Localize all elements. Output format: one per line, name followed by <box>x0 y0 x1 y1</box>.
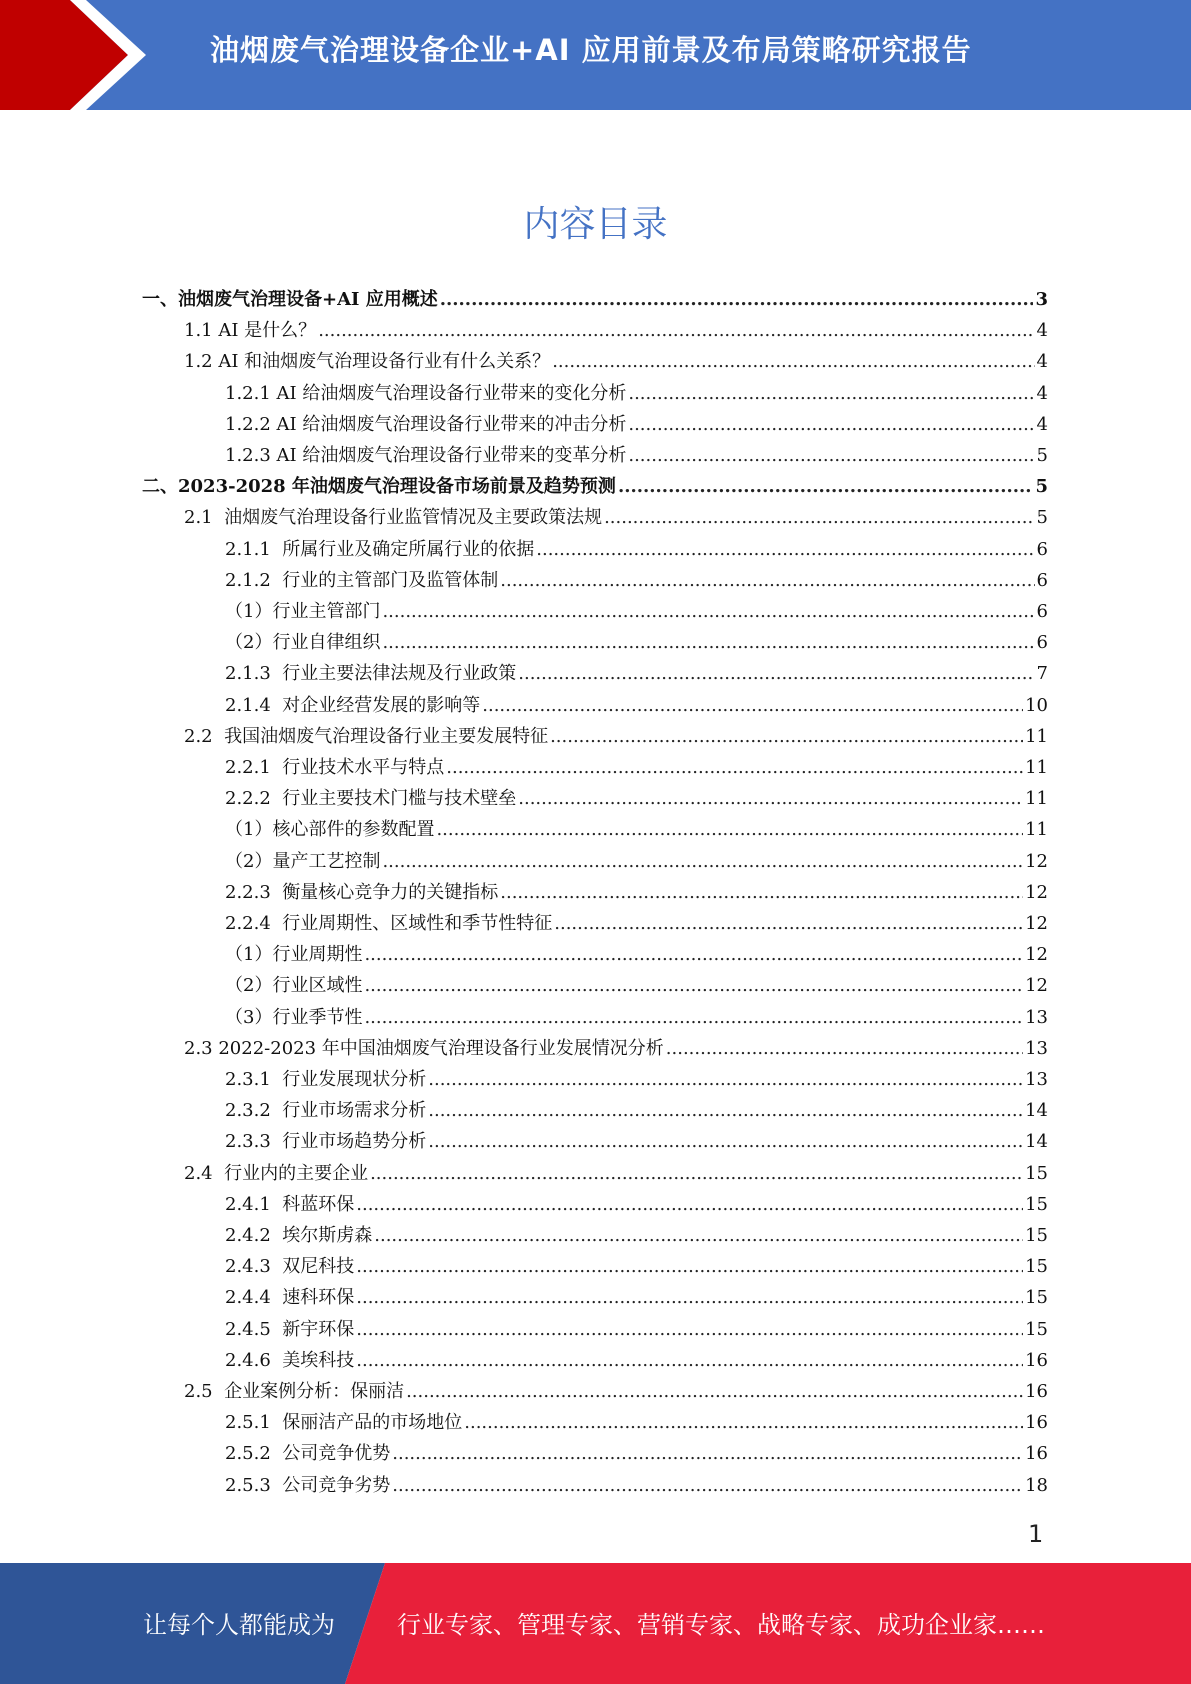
toc-entry-label: 1.2.2 AI 给油烟废气治理设备行业带来的冲击分析 <box>225 413 627 435</box>
toc-entry[interactable] <box>0 847 1191 878</box>
toc-entry-label: 2.5.1 保丽洁产品的市场地位 <box>225 1412 463 1434</box>
toc-entry-line <box>225 1099 1048 1123</box>
toc-entry[interactable] <box>0 1346 1191 1377</box>
toc-entry-line <box>184 1380 1048 1404</box>
toc-entry-line <box>225 943 1048 967</box>
toc-entry-line <box>225 600 1048 624</box>
toc-entry-line <box>225 1474 1048 1498</box>
toc-entry-label: 2.1.4 对企业经营发展的影响等 <box>225 694 481 716</box>
toc-entry-label: 2.4.5 新宇环保 <box>225 1318 355 1340</box>
toc-entry-label: 2.3.3 行业市场趋势分析 <box>225 1131 427 1153</box>
toc-entry-label: 2.5.2 公司竞争优势 <box>225 1443 391 1465</box>
toc-entry-page: 18 <box>1025 1474 1048 1496</box>
toc-entry-page: 13 <box>1025 1037 1048 1059</box>
toc-entry[interactable] <box>0 878 1191 909</box>
toc-leader-dots <box>628 413 1034 437</box>
toc-entry-line <box>225 787 1048 811</box>
toc-entry-page: 10 <box>1025 694 1048 716</box>
toc-entry-page: 3 <box>1035 289 1048 310</box>
toc-leader-dots <box>428 1130 1023 1154</box>
toc-leader-dots <box>356 1255 1023 1279</box>
toc-entry[interactable] <box>0 441 1191 472</box>
toc-entry-page: 4 <box>1036 413 1048 435</box>
report-title: 油烟废气治理设备企业+AI 应用前景及布局策略研究报告 <box>210 33 972 67</box>
toc-entry-page: 15 <box>1025 1193 1048 1215</box>
toc-leader-dots <box>382 600 1034 624</box>
toc-entry-line <box>225 631 1048 655</box>
toc-entry-line <box>142 475 1048 499</box>
toc-entry-page: 15 <box>1025 1225 1048 1246</box>
toc-entry[interactable] <box>0 1283 1191 1314</box>
toc-entry-page: 5 <box>1035 476 1048 498</box>
toc-leader-dots <box>482 694 1023 718</box>
toc-entry[interactable] <box>0 909 1191 940</box>
toc-entry-label: 2.3.2 行业市场需求分析 <box>225 1100 427 1122</box>
toc-entry[interactable] <box>0 1221 1191 1252</box>
toc-entry-label: 2.4.1 科蓝环保 <box>225 1193 355 1215</box>
toc-leader-dots <box>356 1286 1023 1310</box>
toc-leader-dots <box>552 350 1034 374</box>
toc-leader-dots <box>356 1349 1023 1373</box>
toc-entry[interactable] <box>0 1408 1191 1439</box>
toc-entry[interactable] <box>0 1190 1191 1221</box>
toc-entry-line <box>225 1411 1048 1435</box>
toc-entry-label: 2.2.2 行业主要技术门槛与技术壁垒 <box>225 788 517 810</box>
toc-entry[interactable] <box>0 1034 1191 1065</box>
toc-entry-page: 11 <box>1025 788 1048 810</box>
toc-entry-label: 2.5.3 公司竞争劣势 <box>225 1474 391 1496</box>
toc-entry-line <box>184 725 1048 749</box>
toc-entry-label: 2.4 行业内的主要企业 <box>184 1162 369 1184</box>
toc-entry-page: 13 <box>1025 1006 1048 1028</box>
toc-entry-page: 13 <box>1025 1069 1048 1090</box>
toc-leader-dots <box>428 1099 1023 1123</box>
toc-entry[interactable] <box>0 1096 1191 1127</box>
toc-entry-line <box>184 1037 1048 1061</box>
toc-entry-page: 12 <box>1025 881 1048 903</box>
toc-entry-line <box>225 756 1048 780</box>
toc-entry-line <box>225 413 1048 437</box>
toc-entry[interactable] <box>0 1127 1191 1158</box>
toc-entry-line <box>225 1255 1048 1279</box>
toc-leader-dots <box>318 319 1034 343</box>
toc-entry[interactable] <box>0 1377 1191 1408</box>
toc-entry-line <box>225 1286 1048 1310</box>
toc-leader-dots <box>628 382 1034 406</box>
toc-entry-line <box>225 662 1048 686</box>
toc-entry-label: （2）量产工艺控制 <box>225 850 381 872</box>
toc-leader-dots <box>440 288 1034 312</box>
toc-leader-dots <box>370 1162 1023 1186</box>
toc-leader-dots <box>392 1474 1023 1498</box>
toc-entry-label: （3）行业季节性 <box>225 1006 363 1028</box>
toc-entry-line <box>142 288 1048 312</box>
toc-entry-label: 1.2.1 AI 给油烟废气治理设备行业带来的变化分析 <box>225 382 627 404</box>
footer-banner <box>0 1563 1191 1684</box>
toc-entry-label: 二、2023-2028 年油烟废气治理设备市场前景及趋势预测 <box>142 476 616 498</box>
toc-leader-dots <box>356 1318 1023 1342</box>
toc-entry[interactable] <box>0 1159 1191 1190</box>
toc-leader-dots <box>518 787 1023 811</box>
toc-entry-page: 15 <box>1025 1287 1048 1309</box>
toc-entry-line <box>225 1068 1048 1092</box>
toc-leader-dots <box>392 1442 1023 1466</box>
toc-leader-dots <box>500 881 1023 905</box>
toc-entry-page: 6 <box>1036 601 1048 622</box>
toc-entry-line <box>225 974 1048 998</box>
toc-entry-line <box>225 382 1048 406</box>
toc-leader-dots <box>436 818 1023 842</box>
toc-entry-page: 16 <box>1025 1412 1048 1434</box>
toc-entry-page: 12 <box>1025 913 1048 934</box>
toc-leader-dots <box>374 1224 1023 1248</box>
toc-entry-page: 12 <box>1025 975 1048 997</box>
toc-entry-page: 11 <box>1025 819 1048 841</box>
toc-entry[interactable] <box>0 940 1191 971</box>
toc-leader-dots <box>364 974 1023 998</box>
toc-entry-page: 16 <box>1025 1443 1048 1465</box>
toc-entry[interactable] <box>0 1439 1191 1470</box>
toc-entry-page: 16 <box>1025 1349 1048 1371</box>
toc-leader-dots <box>382 631 1034 655</box>
toc-entry-page: 15 <box>1025 1162 1048 1184</box>
toc-entry-line <box>225 694 1048 718</box>
toc-entry-label: 2.3 2022-2023 年中国油烟废气治理设备行业发展情况分析 <box>184 1037 664 1059</box>
toc-entry[interactable] <box>0 659 1191 690</box>
toc-leader-dots <box>628 444 1034 468</box>
toc-leader-dots <box>500 569 1034 593</box>
page-number: 1 <box>1028 1520 1044 1548</box>
toc-entry-page: 4 <box>1036 320 1048 342</box>
toc-entry-line <box>225 538 1048 562</box>
header-arrow-decoration <box>0 0 160 110</box>
toc-entry[interactable] <box>0 347 1191 378</box>
footer-slogan-left: 让每个人都能成为 <box>143 1611 335 1639</box>
toc-entry-label: （1）核心部件的参数配置 <box>225 819 435 841</box>
toc-entry-label: 2.2.1 行业技术水平与特点 <box>225 757 445 778</box>
toc-leader-dots <box>536 538 1034 562</box>
toc-entry[interactable] <box>0 1252 1191 1283</box>
toc-entry-page: 15 <box>1025 1318 1048 1340</box>
toc-entry-line <box>225 818 1048 842</box>
toc-entry-label: 2.2.3 衡量核心竞争力的关键指标 <box>225 881 499 903</box>
toc-leader-dots <box>364 943 1023 967</box>
toc-entry-page: 11 <box>1025 757 1048 778</box>
toc-entry[interactable] <box>0 1315 1191 1346</box>
toc-entry[interactable] <box>0 753 1191 784</box>
toc-entry-page: 4 <box>1036 351 1048 373</box>
toc-entry-label: 2.1.3 行业主要法律法规及行业政策 <box>225 663 517 685</box>
toc-entry[interactable] <box>0 691 1191 722</box>
toc-leader-dots <box>464 1411 1023 1435</box>
toc-entry[interactable] <box>0 815 1191 846</box>
toc-leader-dots <box>356 1193 1023 1217</box>
toc-entry[interactable] <box>0 971 1191 1002</box>
toc-entry-line <box>184 350 1048 374</box>
toc-entry[interactable] <box>0 472 1191 503</box>
toc-leader-dots <box>446 756 1023 780</box>
toc-entry-page: 7 <box>1036 663 1048 685</box>
toc-entry[interactable] <box>0 379 1191 410</box>
toc-leader-dots <box>364 1006 1023 1030</box>
toc-entry-page: 11 <box>1025 725 1048 747</box>
toc-entry-page: 12 <box>1025 944 1048 966</box>
toc-entry-line <box>225 850 1048 874</box>
toc-entry[interactable] <box>0 722 1191 753</box>
header-banner <box>0 0 1191 110</box>
toc-entry-line <box>225 1318 1048 1342</box>
toc-entry-label: 2.5 企业案例分析：保丽洁 <box>184 1381 405 1402</box>
toc-entry[interactable] <box>0 566 1191 597</box>
toc-entry-line <box>184 506 1048 530</box>
toc-entry-page: 6 <box>1036 632 1048 654</box>
toc-entry-label: 一、油烟废气治理设备+AI 应用概述 <box>142 289 438 310</box>
toc-entry-label: 2.4.3 双尼科技 <box>225 1256 355 1278</box>
toc-entry[interactable] <box>0 1003 1191 1034</box>
toc-leader-dots <box>406 1380 1023 1404</box>
toc-entry-label: 2.3.1 行业发展现状分析 <box>225 1069 427 1090</box>
toc-entry-label: 2.1.2 行业的主管部门及监管体制 <box>225 569 499 591</box>
toc-entry[interactable] <box>0 503 1191 534</box>
toc-entry-line <box>184 1162 1048 1186</box>
toc-entry-label: 1.2.3 AI 给油烟废气治理设备行业带来的变革分析 <box>225 445 627 466</box>
toc-entry-page: 6 <box>1036 569 1048 591</box>
toc-entry[interactable] <box>0 628 1191 659</box>
toc-entry-label: 2.4.2 埃尔斯虏森 <box>225 1225 373 1246</box>
toc-entry-line <box>225 1193 1048 1217</box>
footer-slogan-right: 行业专家、管理专家、营销专家、战略专家、成功企业家…… <box>397 1611 1045 1639</box>
toc-entry-page: 16 <box>1025 1381 1048 1402</box>
toc-leader-dots <box>518 662 1034 686</box>
toc-leader-dots <box>382 850 1023 874</box>
toc-entry-label: 1.1 AI 是什么？ <box>184 320 317 342</box>
toc-entry-page: 14 <box>1025 1131 1048 1153</box>
toc-entry-label: 2.1.1 所属行业及确定所属行业的依据 <box>225 538 535 560</box>
toc-leader-dots <box>428 1068 1023 1092</box>
toc-entry-page: 5 <box>1036 507 1048 529</box>
toc-entry-line <box>225 569 1048 593</box>
toc-entry-label: （1）行业主管部门 <box>225 601 381 622</box>
toc-entry-line <box>225 1442 1048 1466</box>
toc-leader-dots <box>554 912 1023 936</box>
toc-entry-line <box>225 912 1048 936</box>
toc-entry-line <box>225 1224 1048 1248</box>
toc-entry-label: 2.2 我国油烟废气治理设备行业主要发展特征 <box>184 725 549 747</box>
toc-entry[interactable] <box>0 1471 1191 1502</box>
toc-entry-page: 12 <box>1025 850 1048 872</box>
toc-entry-page: 15 <box>1025 1256 1048 1278</box>
toc-entry-label: （2）行业自律组织 <box>225 632 381 654</box>
toc-entry-label: （1）行业周期性 <box>225 944 363 966</box>
toc-entry-label: 1.2 AI 和油烟废气治理设备行业有什么关系？ <box>184 351 551 373</box>
toc-leader-dots <box>618 475 1034 499</box>
toc-entry[interactable] <box>0 784 1191 815</box>
toc-entry-line <box>225 444 1048 468</box>
toc-entry-page: 5 <box>1036 445 1048 466</box>
toc-entry-label: 2.2.4 行业周期性、区域性和季节性特征 <box>225 913 553 934</box>
toc-entry-page: 6 <box>1036 538 1048 560</box>
toc-entry-line <box>225 1130 1048 1154</box>
toc-entry-label: 2.4.4 速科环保 <box>225 1287 355 1309</box>
toc-leader-dots <box>604 506 1034 530</box>
toc-heading: 内容目录 <box>523 204 668 245</box>
toc-entry-label: 2.1 油烟废气治理设备行业监管情况及主要政策法规 <box>184 507 603 529</box>
toc-entry[interactable] <box>0 597 1191 628</box>
toc-entry[interactable] <box>0 535 1191 566</box>
toc-entry-line <box>184 319 1048 343</box>
toc-entry-line <box>225 1006 1048 1030</box>
toc-entry-label: （2）行业区域性 <box>225 975 363 997</box>
toc-entry-line <box>225 881 1048 905</box>
toc-entry[interactable] <box>0 316 1191 347</box>
toc-entry[interactable] <box>0 285 1191 316</box>
toc-entry-page: 14 <box>1025 1100 1048 1122</box>
toc-entry-line <box>225 1349 1048 1373</box>
toc-entry-page: 4 <box>1036 382 1048 404</box>
toc-leader-dots <box>550 725 1023 749</box>
toc-leader-dots <box>666 1037 1023 1061</box>
toc-entry[interactable] <box>0 1065 1191 1096</box>
toc-entry-label: 2.4.6 美埃科技 <box>225 1349 355 1371</box>
toc-entry[interactable] <box>0 410 1191 441</box>
